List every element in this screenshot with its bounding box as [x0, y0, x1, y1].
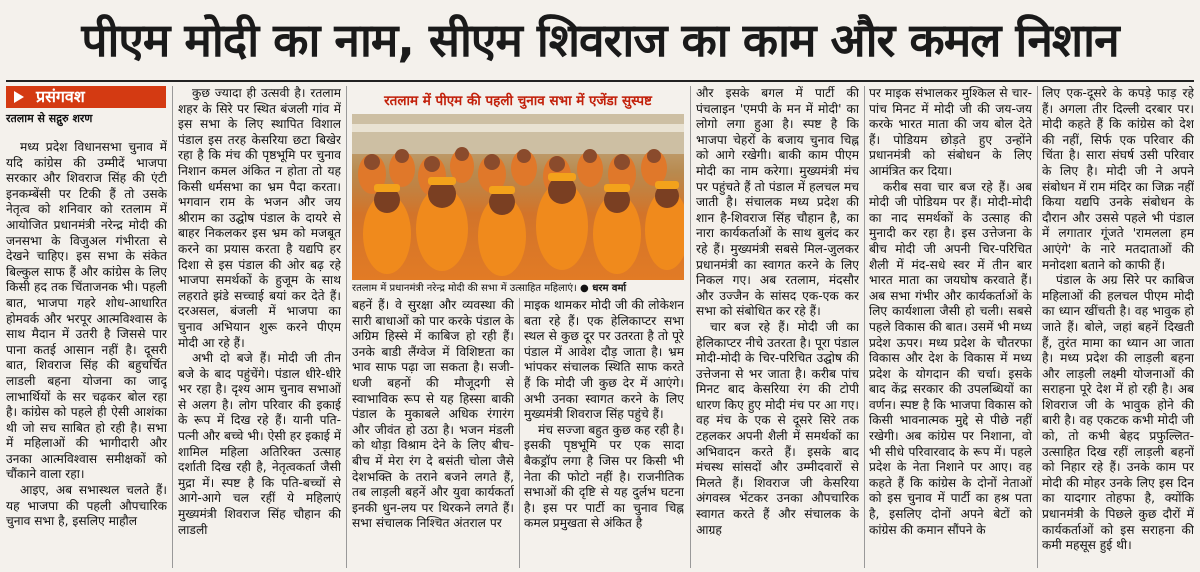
column-3	[352, 298, 514, 572]
paragraph: अभी दो बजे हैं। मोदी जी तीन बजे के बाद पहुंचेंगे। पंडाल धीरे-धीरे भर रहा है। दृश्य आम चुनाव सभाओं से अलग है। लोग परिवार की इकाई के रूप में दिख रहे हैं। यानी पति-पत्नी और बच्चे भी। ऐसी हर इकाई में शामिल महिला अतिरिक्त उत्साह दर्शाती दिख रही है, नेतृत्वकर्ता जैसी मुद्रा में। स्पष्ट है कि पति-बच्चों से आगे-आगे चल रहीं ये महिलाएं मुख्यमंत्री शिवराज सिंह चौहान की लाडली	[178, 351, 341, 537]
photo-caption	[352, 282, 684, 296]
column-divider	[172, 86, 173, 568]
paragraph: मंच सज्जा बहुत कुछ कह रही है। इसकी पृष्ठभूमि पर एक सादा बैकड्रॉप लगा है जिस पर किसी भी नेता की फोटो नहीं है। राजनीतिक सभाओं की दृष्टि से यह दुर्लभ घटना है। इस पर पार्टी का चुनाव चिह्न कमल प्रमुखता से अंकित है	[524, 422, 684, 531]
column-4	[524, 298, 684, 572]
column-divider	[864, 86, 865, 568]
column-6	[869, 86, 1032, 572]
column-5	[696, 86, 859, 572]
column-divider	[519, 298, 520, 568]
column-divider	[346, 86, 347, 568]
headline-rule	[6, 80, 1194, 82]
paragraph: करीब सवा चार बज रहे हैं। अब मोदी जी पोडियम पर हैं। मोदी-मोदी का नाद समर्थकों के उत्साह की मुनादी कर रहा है। इस उत्तेजना के बीच मोदी जी अपनी चिर-परिचित शैली में मंद-सधे स्वर में तीन बार भारत माता का जयघोष करवाते हैं। अब सभा गंभीर और कार्यकर्ताओं के लिए कार्यशाला जैसी हो चली। सबसे पहले विकास की बात। उसमें भी मध्य प्रदेश ऊपर। मध्य प्रदेश के चौतरफा विकास और देश के विकास में मध्य प्रदेश के योगदान की चर्चा। इसके बाद केंद्र सरकार की उपलब्धियों का वर्णन। स्पष्ट है कि भाजपा विकास को किसी भावनात्मक मुद्दे से पीछे नहीं रखेगी। अब कांग्रेस पर निशाना, वो भी सीधे परिवारवाद के रूप में। पहले प्रदेश के नेता निशाने पर आए। वह कहते हैं कि कांग्रेस के दोनों नेताओं को इस चुनाव में पार्टी का हश्र पता है, इसलिए दोनों अपने बेटों को कांग्रेस की कमान सौंपने के	[869, 179, 1032, 537]
kicker-label: प्रसंगवश	[6, 86, 166, 108]
crowd-photo-illustration	[352, 114, 684, 280]
subheadline: रतलाम में पीएम की पहली चुनाव सभा में एजेंडा सुस्पष्ट	[384, 93, 652, 109]
rally-photo	[352, 114, 684, 280]
headline: पीएम मोदी का नाम, सीएम शिवराज का काम और कमल निशान	[81, 13, 1119, 67]
column-2	[178, 86, 341, 572]
column-1	[6, 140, 167, 572]
paragraph: और इसके बगल में पार्टी की पंचलाइन 'एमपी के मन में मोदी' का लोगो लगा हुआ है। स्पष्ट है कि भाजपा चेहरों के बजाय चुनाव चिह्न को आगे रखेगी। बाकी काम पीएम मोदी का नाम करेगा। मुख्यमंत्री मंच पर पहुंचते हैं तो पंडाल में हलचल मच जाती है। संचालक मध्य प्रदेश की शान है-शिवराज सिंह चौहान है, का नारा कार्यकर्ताओं के साथ बुलंद कर रहे हैं। मुख्यमंत्री सबसे मिल-जुलकर प्रधानमंत्री का स्वागत करने के लिए निकल गए। अब रतलाम, मंदसौर और उज्जैन के सांसद एक-एक कर सभा को संबोधित कर रहे हैं।	[696, 86, 859, 319]
column-divider	[690, 86, 691, 568]
photo-credit: ● धरम वर्मा	[580, 283, 627, 294]
paragraph: लिए एक-दूसरे के कपड़े फाड़ रहे हैं। अगला तीर दिल्ली दरबार पर। मोदी कहते हैं कि कांग्रेस को देश की नहीं, सिर्फ एक परिवार की चिंता है। सारा संघर्ष उसी परिवार के लिए है। मोदी जी ने अपने संबोधन में राम मंदिर का जिक्र नहीं किया यद्यपि उनके संबोधन के दौरान और उससे पहले भी पंडाल में लगातार गूंजते 'रामलला हम आएंगे' के नारे मतदाताओं की मनोदशा बताने को काफी हैं।	[1042, 86, 1194, 272]
column-divider	[1037, 86, 1038, 568]
paragraph: मध्य प्रदेश विधानसभा चुनाव में यदि कांग्रेस की उम्मीदें भाजपा सरकार और शिवराज सिंह की एंटी इनकम्बेंसी पर टिकी हैं तो उसके नेतृत्व को शनिवार को रतलाम में आयोजित प्रधानमंत्री नरेन्द्र मोदी की जनसभा के विजुअल गंभीरता से देखने चाहिए। इस सभा के संकेत बिल्कुल साफ हैं और कांग्रेस के लिए किसी हद तक चिंताजनक भी। पहली बात, भाजपा गहरे शोध-आधारित होमवर्क और भरपूर आत्मविश्वास के साथ मैदान में उतरी है जिससे पार पाना कतई आसान नहीं है। दूसरी बात, शिवराज सिंह की बहुचर्चित लाडली बहना योजना का जादू लाभार्थियों के सर चढ़कर बोल रहा है। कांग्रेस को पहले ही ऐसी आशंका थी जो सच साबित हो रही है। सभा में महिलाओं की भागीदारी और उनका आत्मविश्वास समीक्षकों को चौंकाने वाला रहा।	[6, 140, 167, 482]
byline: रतलाम से सद्गुरु शरण	[6, 112, 93, 125]
paragraph: आइए, अब सभास्थल चलते हैं। यह भाजपा की पहली औपचारिक चुनाव सभा है, इसलिए माहौल	[6, 483, 167, 529]
paragraph: बहनें हैं। वे सुरक्षा और व्यवस्था की सारी बाधाओं को पार करके पंडाल के अग्रिम हिस्से में काबिज हो रही हैं। उनके बाडी लैंग्वेज में विशिष्टता का भाव साफ पढ़ा जा सकता है। सजी-धजी बहनों की मौजूदगी से स्वाभाविक रूप से यह हिस्सा बाकी पंडाल के मुकाबले अधिक रंगारंग और जीवंत हो उठा है। भजन मंडली को थोड़ा विश्राम देने के लिए बीच-बीच में मेरा रंग दे बसंती चोला जैसे देशभक्ति के तराने बजने लगते हैं, तब लाड़ली बहनें और युवा कार्यकर्ता इनकी धुन-लय पर थिरकने लगते हैं। सभा संचालक निश्चित अंतराल पर	[352, 298, 514, 531]
paragraph: माइक थामकर मोदी जी की लोकेशन बता रहे हैं। एक हेलिकाप्टर सभा स्थल से कुछ दूर पर उतरता है तो पूरे पंडाल में आवेश दौड़ जाता है। भ्रम भांपकर संचालक स्थिति साफ करते हैं कि मोदी जी कुछ देर में आएंगे। अभी उनका स्वागत करने के लिए मुख्यमंत्री शिवराज सिंह पहुंचे हैं।	[524, 298, 684, 422]
paragraph: चार बज रहे हैं। मोदी जी का हेलिकाप्टर नीचे उतरता है। पूरा पंडाल मोदी-मोदी के चिर-परिचित उद्घोष की उत्तेजना से भर जाता है। करीब पांच मिनट बाद केसरिया रंग की टोपी धारण किए हुए मोदी मंच पर आ गए। वह मंच के एक से दूसरे सिरे तक टहलकर अपनी शैली में समर्थकों का अभिवादन करते हैं। इसके बाद मंचस्थ सांसदों और उम्मीदवारों से मिलते हैं। शिवराज जी केसरिया अंगवस्त्र भेंटकर उनका औपचारिक स्वागत करते हैं और संचालक के आग्रह	[696, 319, 859, 537]
paragraph: पंडाल के अग्र सिरे पर काबिज महिलाओं की हलचल पीएम मोदी का ध्यान खींचती है। वह भावुक हो जाते हैं। बोले, जहां बहनें दिखती हैं, तुरंत मामा का ध्यान आ जाता है। मध्य प्रदेश की लाड़ली बहना और लाड़ली लक्ष्मी योजनाओं की सराहना पूरे देश में हो रही है। अब शिवराज जी के भावुक होने की बारी है। वह एकटक कभी मोदी जी को, तो कभी बेहद प्रफुल्लित-उत्साहित दिख रहीं लाड़ली बहनों को निहार रहे हैं। उनके काम पर मोदी की मोहर उनके लिए इस दिन का यादगार तोहफा है, क्योंकि प्रधानमंत्री के पिछले कुछ दौरों में कार्यकर्ताओं को इस सराहना की कमी महसूस हुई थी।	[1042, 273, 1194, 553]
paragraph: कुछ ज्यादा ही उत्सवी है। रतलाम शहर के सिरे पर स्थित बंजली गांव में इस सभा के लिए स्थापित विशाल पंडाल इस तरह केसरिया छटा बिखेर रहा है कि मंच की पृष्ठभूमि पर चुनाव निशान कमल अंकित न होता तो यह किसी धर्मसभा का भ्रम पैदा करता। भगवान राम के भजन और जय श्रीराम का उद्घोष पंडाल के दायरे से बाहर निकलकर इस भ्रम को मजबूत करने का प्रयास करता है यद्यपि हर दिशा से इस पंडाल की ओर बढ़ रहे भाजपा समर्थकों के हुजूम के साथ लहराते झंडे सच्चाई बयां कर देते हैं। दरअसल, बंजली में भाजपा का चुनाव अभियान शुरू करने पीएम मोदी आ रहे हैं।	[178, 86, 341, 350]
paragraph: पर माइक संभालकर मुश्किल से चार-पांच मिनट में मोदी जी की जय-जय करके भारत माता की जय बोल देते हैं। पोडियम छोड़ते हुए उन्होंने प्रधानमंत्री को संबोधन के लिए आमंत्रित कर दिया।	[869, 86, 1032, 178]
caption-text: रतलाम में प्रधानमंत्री नरेन्द्र मोदी की सभा में उत्साहित महिलाएं।	[352, 283, 577, 294]
column-7	[1042, 86, 1194, 572]
